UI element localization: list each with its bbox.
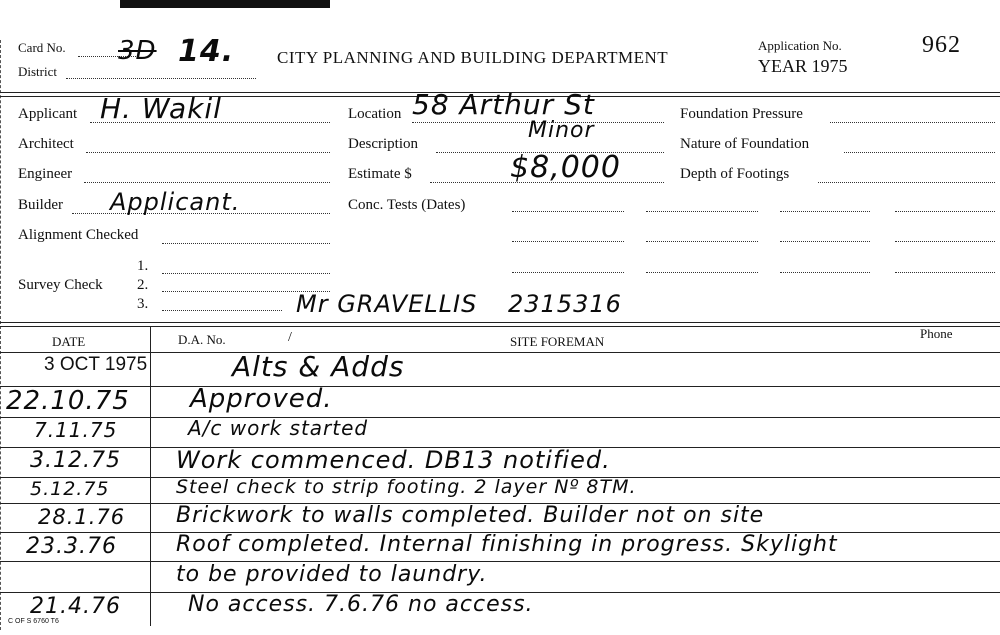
year-label: YEAR 1975 <box>758 56 848 76</box>
department-title: CITY PLANNING AND BUILDING DEPARTMENT <box>277 48 669 67</box>
log-date-0: 3 OCT 1975 <box>44 354 148 375</box>
architect-dots <box>86 152 330 153</box>
alignment-label: Alignment Checked <box>18 227 139 243</box>
log-date-2: 7.11.75 <box>34 418 118 442</box>
conc-dots-7 <box>780 241 870 242</box>
conc-dots-9 <box>512 272 624 273</box>
conc-dots-3 <box>780 211 870 212</box>
log-top-divider <box>0 322 1000 323</box>
log-row-line <box>0 386 1000 387</box>
date-header: DATE <box>52 334 86 349</box>
description-label: Description <box>348 136 418 152</box>
conc-dots-5 <box>512 241 624 242</box>
foundation-pressure-label: Foundation Pressure <box>680 106 803 122</box>
log-note-6: Roof completed. Internal finishing in progress. Skylight <box>176 532 838 557</box>
location-value: 58 Arthur St <box>412 88 595 121</box>
log-note-0: Alts & Adds <box>232 350 405 383</box>
log-date-8: 21.4.76 <box>30 594 121 619</box>
date-column-divider <box>150 326 151 626</box>
conc-dots-2 <box>646 211 758 212</box>
da-slash: / <box>288 330 292 345</box>
engineer-label: Engineer <box>18 166 73 182</box>
district-label: District <box>18 64 57 79</box>
builder-label: Builder <box>18 197 63 213</box>
application-label: Application No. <box>758 38 842 53</box>
conc-dots-11 <box>780 272 870 273</box>
applicant-label: Applicant <box>18 106 78 122</box>
alignment-dots <box>162 243 330 244</box>
conc-dots-1 <box>512 211 624 212</box>
location-label: Location <box>348 106 402 122</box>
depth-footings-label: Depth of Footings <box>680 166 790 182</box>
log-row-line <box>0 561 1000 562</box>
da-header: D.A. No. <box>178 332 226 347</box>
log-date-1: 22.10.75 <box>6 386 130 416</box>
log-date-3: 3.12.75 <box>30 448 121 473</box>
log-date-4: 5.12.75 <box>30 478 110 500</box>
conc-dots-6 <box>646 241 758 242</box>
application-number: 962 <box>922 32 961 58</box>
phone-header: Phone <box>920 326 953 341</box>
card-no-value: 14. <box>178 34 235 69</box>
card-no-crossed: 3D <box>118 36 157 66</box>
left-perforation <box>0 40 7 630</box>
log-note-5: Brickwork to walls completed. Builder not on site <box>176 503 765 528</box>
district-dots <box>66 78 256 79</box>
builder-value: Applicant. <box>110 188 241 216</box>
applicant-value: H. Wakil <box>100 92 222 125</box>
form-code: C OF S 6760 T6 <box>8 618 59 625</box>
card-no-label: Card No. <box>18 40 66 55</box>
nature-foundation-label: Nature of Foundation <box>680 136 810 152</box>
architect-label: Architect <box>18 136 74 152</box>
log-note-3: Work commenced. DB13 notified. <box>176 446 611 474</box>
description-value: Minor <box>528 118 595 143</box>
log-date-6: 23.3.76 <box>26 534 117 559</box>
log-note-8: No access. 7.6.76 no access. <box>188 592 534 617</box>
depth-footings-dots <box>818 182 995 183</box>
foundation-pressure-dots <box>830 122 995 123</box>
conc-dots-8 <box>895 241 995 242</box>
survey-3: 3. <box>137 296 149 312</box>
survey-3-dots <box>162 310 282 311</box>
nature-foundation-dots <box>844 152 995 153</box>
engineer-dots <box>84 182 330 183</box>
survey-1: 1. <box>137 258 149 274</box>
conc-tests-label: Conc. Tests (Dates) <box>348 197 466 213</box>
log-date-5: 28.1.76 <box>38 505 126 529</box>
log-row-line <box>0 417 1000 418</box>
survey-2: 2. <box>137 277 149 293</box>
estimate-label: Estimate $ <box>348 166 412 182</box>
conc-dots-12 <box>895 272 995 273</box>
log-note-4: Steel check to strip footing. 2 layer Nº 8TM. <box>176 476 637 498</box>
survey-label: Survey Check <box>18 277 103 293</box>
log-note-2: A/c work started <box>188 416 369 440</box>
top-edge-mark <box>120 0 330 8</box>
foreman-name: Mr GRAVELLIS <box>296 290 478 318</box>
estimate-value: $8,000 <box>510 150 621 185</box>
foreman-phone: 2315316 <box>508 290 622 318</box>
log-note-1: Approved. <box>190 384 333 414</box>
conc-dots-4 <box>895 211 995 212</box>
log-note-7: to be provided to laundry. <box>176 562 488 587</box>
site-foreman-header: SITE FOREMAN <box>510 334 605 349</box>
survey-1-dots <box>162 273 330 274</box>
conc-dots-10 <box>646 272 758 273</box>
